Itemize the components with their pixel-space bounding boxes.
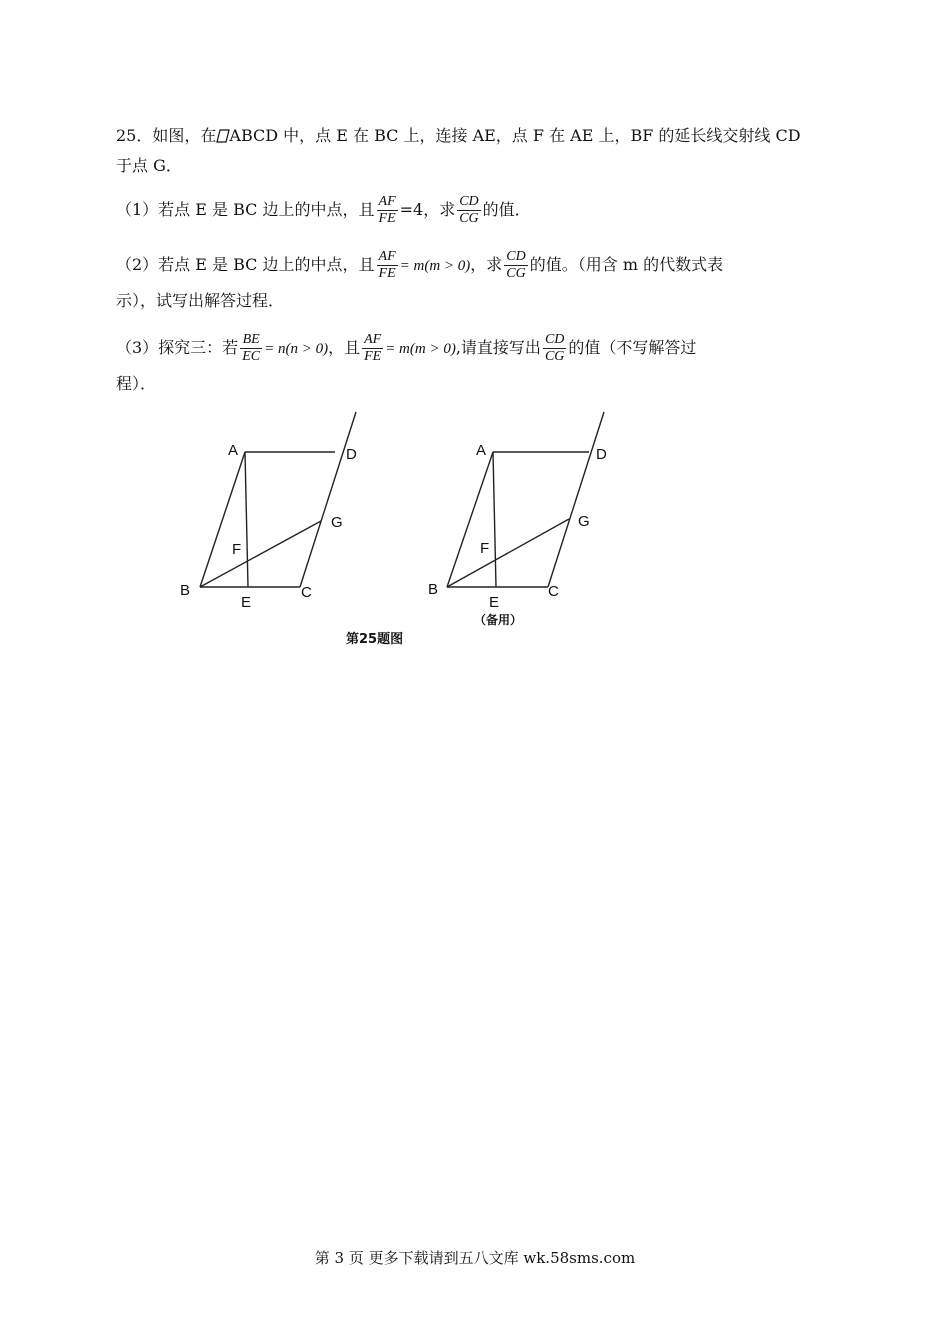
label-b: B bbox=[180, 582, 191, 599]
figure-caption: 第25题图 bbox=[346, 632, 404, 647]
page-footer: 第 3 页 更多下载请到五八文库 wk.58sms.com bbox=[314, 1249, 636, 1267]
backup-caption: （备用） bbox=[474, 613, 523, 627]
question-number: 25． bbox=[116, 126, 153, 145]
fraction-cd-cg: $\frac{CD}{CG}$ bbox=[506, 249, 526, 281]
segment-ae bbox=[493, 452, 496, 587]
label-b: B bbox=[428, 581, 439, 598]
question-part2: （2）若点 E 是 BC 边上的中点，且 $\frac{AF}{FE}$ = m(m > 0)，求 $\frac{CD}{CG}$ 的值。（用含 m 的代数式表 bbox=[116, 249, 724, 281]
question-part3-line2: 程）． bbox=[116, 374, 157, 393]
label-c: C bbox=[301, 584, 312, 601]
ray-cd bbox=[300, 412, 356, 587]
fraction-af-fe: $\frac{AF}{FE}$ bbox=[378, 194, 396, 226]
segment-ab bbox=[447, 452, 493, 587]
label-f: F bbox=[480, 540, 490, 557]
ray-cd bbox=[548, 412, 604, 587]
label-d: D bbox=[596, 446, 607, 463]
question-part3: （3）探究三：若 $\frac{BE}{EC}$ = n(n > 0)，且 $\frac{AF}{FE}$ = m(m > 0),请直接写出 $\frac{CD}{CG}$ 的值（不写解答过 bbox=[116, 332, 697, 364]
label-d: D bbox=[346, 446, 357, 463]
label-a: A bbox=[228, 442, 239, 459]
label-e: E bbox=[489, 594, 500, 611]
label-e: E bbox=[241, 594, 252, 611]
fraction-af-fe: $\frac{AF}{FE}$ bbox=[364, 332, 382, 364]
fraction-be-ec: $\frac{BE}{EC}$ bbox=[242, 332, 261, 364]
fraction-cd-cg: $\frac{CD}{CG}$ bbox=[544, 332, 565, 364]
question-part1: （1）若点 E 是 BC 边上的中点，且 $\frac{AF}{FE}$ =4，求 $\frac{CD}{CG}$ 的值． bbox=[116, 194, 531, 226]
fraction-cd-cg: $\frac{CD}{CG}$ bbox=[459, 194, 479, 226]
question-part2-line2: 示），试写出解答过程． bbox=[116, 291, 285, 310]
question-intro-line2: 于点 G． bbox=[116, 156, 182, 175]
label-g: G bbox=[578, 513, 590, 530]
label-f: F bbox=[232, 541, 242, 558]
fraction-af-fe: $\frac{AF}{FE}$ bbox=[378, 249, 396, 281]
label-a: A bbox=[476, 442, 487, 459]
figure-backup bbox=[418, 405, 628, 620]
label-c: C bbox=[548, 583, 559, 600]
label-g: G bbox=[331, 514, 343, 531]
question-intro-line1: 25．如图，在 ABCD 中，点 E 在 BC 上，连接 AE，点 F 在 AE 上，BF 的延长线交射线 CD bbox=[116, 126, 801, 145]
figure-main bbox=[170, 405, 380, 620]
parallelogram-symbol-icon bbox=[216, 129, 229, 142]
segment-ae bbox=[245, 452, 248, 587]
